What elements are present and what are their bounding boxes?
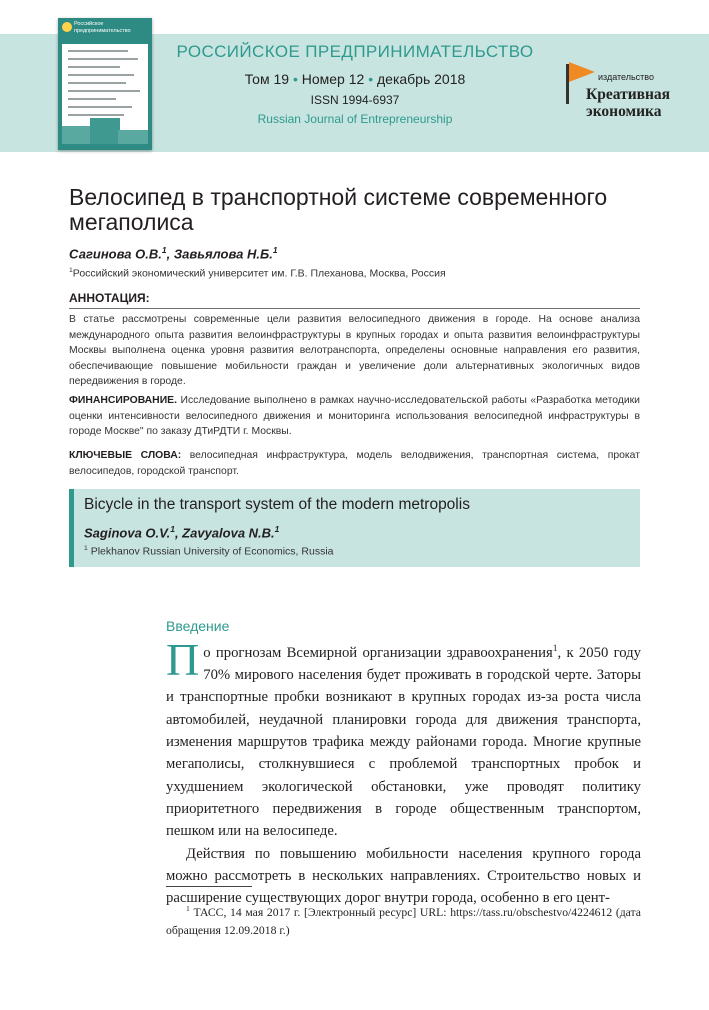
- issn: ISSN 1994-6937: [310, 93, 400, 107]
- annotation-text: В статье рассмотрены современные цели развития велосипедного движения в городе. На основе анализа международного опыта развития велоинфраструктуры в крупных городах и опыта развития велоинфраструктуры Москвы выполнена оценка уровня развития велотранспорта, определены основные направления его развития, обеспечивающие повышение мобильности граждан и увеличение доли альтернативных экологичных видов передвижения в городе.: [69, 314, 640, 388]
- affiliation-ru: $^1$Российский экономический университет им. Г.В. Плеханова, Москва, Россия: [69, 267, 446, 280]
- english-abstract-box: [69, 489, 640, 567]
- keywords-label: КЛЮЧЕВЫЕ СЛОВА:: [69, 450, 182, 461]
- journal-english-name: Russian Journal of Entrepreneurship: [257, 112, 453, 126]
- cover-title: Российское предпринимательство: [74, 21, 131, 34]
- bullet-icon: •: [368, 71, 374, 87]
- publisher-logo: [564, 62, 704, 126]
- issue-number: Номер 12: [301, 71, 365, 87]
- footnote-ref[interactable]: 1: [552, 643, 558, 654]
- article-title-ru: Велосипед в транспортной системе современного мегаполиса: [69, 184, 608, 235]
- article-title-en: Bicycle in the transport system of the modern metropolis: [84, 496, 470, 513]
- paragraph: По прогнозам Всемирной организации здравоохранения$^1$, к 2050 году 70% мирового населения будет проживать в городской черте. Заторы и транспортные пробки возникают в крупных городах из-за роста числа автомобилей, неудачной планировки города для движения транспорта, изменения маршрутов трафика между районами города. Многие крупные мегаполисы, столкнувшиеся с проблемой транспортных пробок и ухудшением экологической обстановки, уже проводят политику приоритетного передвижения в городе общественным транспортом, пешком или на велосипеде.: [166, 634, 641, 840]
- funding-label: ФИНАНСИРОВАНИЕ.: [69, 395, 177, 406]
- issue-line: [170, 71, 540, 87]
- volume: Том 19: [244, 71, 290, 87]
- authors-en: Saginova O.V.$^1$, Zavyalova N.B.$^1$: [84, 524, 280, 541]
- footnote-divider: [166, 886, 252, 887]
- body-text: [166, 634, 641, 909]
- publisher-name-line1: Креативная: [586, 86, 671, 103]
- dropcap: П: [166, 634, 200, 685]
- keywords: [69, 448, 640, 479]
- keywords-text: велосипедная инфраструктура, модель велодвижения, транспортная система, прокат велосипедов, городской транспорт.: [69, 450, 640, 477]
- footnote: $^1$ ТАСС, 14 мая 2017 г. [Электронный ресурс] URL: https://tass.ru/obschestvo/4224612 (дата обращения 12.09.2018 г.): [166, 904, 641, 937]
- author-2: Завьялова Н.Б.: [173, 246, 273, 262]
- section-heading-introduction: Введение: [166, 618, 230, 634]
- cover-contents: [62, 44, 148, 144]
- journal-logo-icon: [62, 22, 72, 32]
- authors-ru: Сагинова О.В.$^1$, Завьялова Н.Б.$^1$: [69, 245, 278, 262]
- paragraph: Действия по повышению мобильности населения крупного города можно рассмотреть в нескольких направлениях. Строительство новых и расширение существующих дорог внутри города, особенно в его цент-: [166, 845, 641, 907]
- author-1: Сагинова О.В.: [69, 246, 162, 262]
- annotation-heading: АННОТАЦИЯ:: [69, 291, 150, 305]
- journal-info: [170, 40, 540, 126]
- publisher-label: издательство: [598, 72, 654, 82]
- funding: [69, 393, 640, 440]
- flag-icon: [569, 62, 595, 82]
- journal-cover-thumbnail[interactable]: [58, 18, 152, 150]
- publisher-name-line2: экономика: [586, 103, 662, 120]
- divider: [69, 308, 640, 309]
- issue-date: декабрь 2018: [376, 71, 466, 87]
- funding-text: Исследование выполнено в рамках научно-исследовательской работы «Разработка методики оценки интенсивности велосипедного движения и мониторинга использования велосипедной инфраструктуры в городе Москве" по заказу ДТиРДТИ г. Москвы.: [69, 395, 640, 438]
- publisher-name: [586, 86, 670, 120]
- journal-name: РОССИЙСКОЕ ПРЕДПРИНИМАТЕЛЬСТВО: [176, 42, 534, 61]
- bullet-icon: •: [292, 71, 298, 87]
- affiliation-en: $^1$ Plekhanov Russian University of Economics, Russia: [84, 545, 334, 558]
